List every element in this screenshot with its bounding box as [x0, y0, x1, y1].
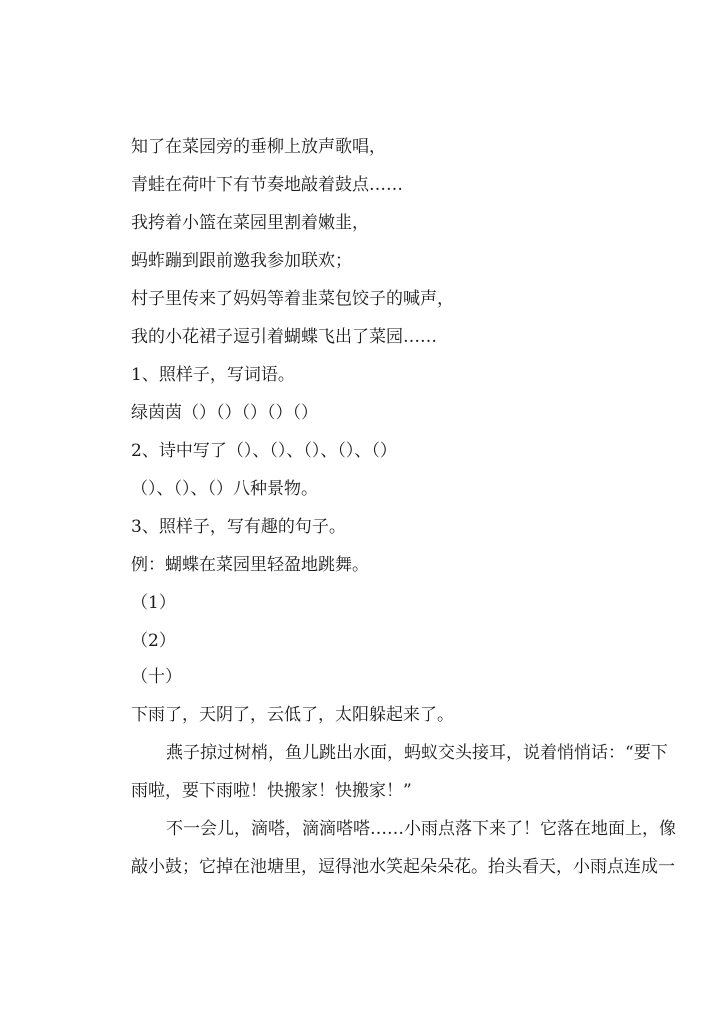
- text-line: 知了在菜园旁的垂柳上放声歌唱，: [131, 137, 386, 157]
- question-heading: 3、照样子，写有趣的句子。: [131, 517, 346, 537]
- text-line: 下雨了，天阴了，云低了，太阳躲起来了。: [131, 705, 454, 725]
- text-line: 燕子掠过树梢，鱼儿跳出水面，蚂蚁交头接耳，说着悄悄话：“要下: [166, 743, 668, 763]
- text-line: 青蛙在荷叶下有节奏地敲着鼓点……: [131, 175, 403, 195]
- question-heading: 1、照样子，写词语。: [131, 365, 295, 385]
- text-line: 蚂蚱蹦到跟前邀我参加联欢；: [131, 251, 352, 271]
- text-line: （2）: [131, 631, 176, 651]
- text-line: 我的小花裙子逗引着蝴蝶飞出了菜园……: [131, 327, 437, 347]
- text-line: 例：蝴蝶在菜园里轻盈地跳舞。: [131, 555, 369, 575]
- text-line: （）、（）、（）八种景物。: [131, 479, 318, 499]
- text-line: 敲小鼓；它掉在池塘里，逗得池水笑起朵朵花。抬头看天，小雨点连成一: [131, 857, 675, 877]
- section-number: （十）: [131, 667, 182, 687]
- text-line: 我挎着小篮在菜园里割着嫩韭，: [131, 213, 369, 233]
- text-line: 不一会儿，滴嗒，滴滴嗒嗒……小雨点落下来了！它落在地面上，像: [166, 819, 676, 839]
- text-line: （1）: [131, 593, 176, 613]
- question-heading: 2、诗中写了（）、（）、（）、（）、（）: [131, 441, 397, 461]
- text-line: 雨啦，要下雨啦！快搬家！快搬家！”: [131, 781, 412, 801]
- text-line: 绿茵茵（）（）（）（）（）: [131, 403, 318, 423]
- text-line: 村子里传来了妈妈等着韭菜包饺子的喊声，: [131, 289, 454, 309]
